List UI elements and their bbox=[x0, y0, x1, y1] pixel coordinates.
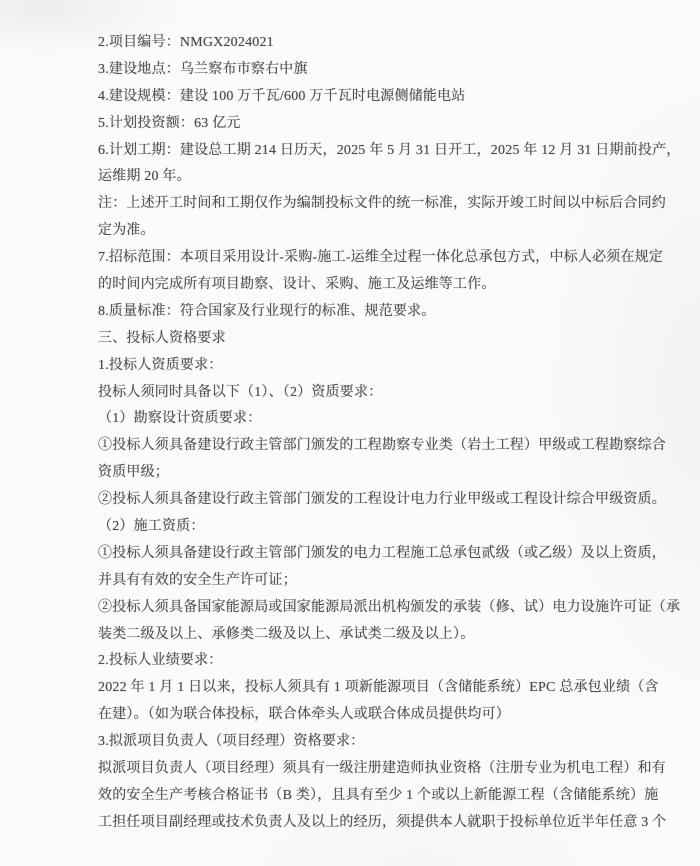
doc-line: （2）施工资质： bbox=[98, 519, 205, 535]
doc-line: 工担任项目副经理或技术负责人及以上的经历，须提供本人就职于投标单位近半年任意 3 个 bbox=[98, 814, 667, 830]
doc-line: 运维期 20 年。 bbox=[98, 169, 191, 185]
doc-line: ①投标人须具备建设行政主管部门颁发的工程勘察专业类（岩土工程）甲级或工程勘察综合 bbox=[98, 438, 666, 454]
doc-line: 7.招标范围：本项目采用设计-采购-施工-运维全过程一体化总承包方式，中标人必须在规定 bbox=[98, 250, 664, 266]
doc-section-heading: 三、投标人资格要求 bbox=[98, 330, 226, 346]
doc-line: 2022 年 1 月 1 日以来，投标人须具有 1 项新能源项目（含储能系统）EPC 总承包业绩（含 bbox=[98, 680, 659, 696]
doc-line: 在建）。（如为联合体投标，联合体牵头人或联合体成员提供均可） bbox=[98, 707, 510, 723]
doc-line: 的时间内完成所有项目勘察、设计、采购、施工及运维等工作。 bbox=[98, 277, 496, 293]
doc-line: 6.计划工期：建设总工期 214 日历天，2025 年 5 月 31 日开工，2025 年 12 月 31 日期前投产， bbox=[98, 142, 681, 158]
doc-line: 4.建设规模：建设 100 万千瓦/600 万千瓦时电源侧储能电站 bbox=[98, 88, 466, 104]
doc-line: （1）勘察设计资质要求： bbox=[98, 411, 262, 427]
doc-line: 2.项目编号：NMGX2024021 bbox=[98, 35, 274, 50]
doc-line: 拟派项目负责人（项目经理）须具有一级注册建造师执业资格（注册专业为机电工程）和有 bbox=[98, 761, 666, 777]
doc-line: 装类二级及以上、承修类二级及以上、承试类二级及以上）。 bbox=[98, 626, 475, 642]
doc-line: 效的安全生产考核合格证书（B 类），且具有至少 1 个或以上新能源工程（含储能系统）施 bbox=[98, 787, 659, 803]
doc-line: 3.建设地点：乌兰察布市察右中旗 bbox=[98, 61, 308, 77]
doc-line: ①投标人须具备建设行政主管部门颁发的电力工程施工总承包贰级（或乙级）及以上资质， bbox=[98, 545, 666, 561]
doc-line: 并具有有效的安全生产许可证； bbox=[98, 572, 297, 588]
doc-line: ②投标人须具备建设行政主管部门颁发的工程设计电力行业甲级或工程设计综合甲级资质。 bbox=[98, 492, 666, 508]
doc-line: 定为准。 bbox=[98, 223, 155, 239]
doc-line: 1.投标人资质要求： bbox=[98, 357, 223, 373]
doc-line: 投标人须同时具备以下（1）、（2）资质要求： bbox=[98, 384, 383, 400]
doc-line: 3.拟派项目负责人（项目经理）资格要求： bbox=[98, 734, 365, 750]
doc-line: 资质甲级； bbox=[98, 465, 169, 481]
doc-line: 注：上述开工时间和工期仅作为编制投标文件的统一标准，实际开竣工时间以中标后合同约 bbox=[98, 196, 666, 212]
doc-line: 2.投标人业绩要求： bbox=[98, 653, 223, 669]
doc-line: ②投标人须具备国家能源局或国家能源局派出机构颁发的承装（修、试）电力设施许可证（承 bbox=[98, 599, 681, 615]
doc-line: 8.质量标准：符合国家及行业现行的标准、规范要求。 bbox=[98, 303, 436, 319]
doc-line: 5.计划投资额：63 亿元 bbox=[98, 115, 241, 131]
